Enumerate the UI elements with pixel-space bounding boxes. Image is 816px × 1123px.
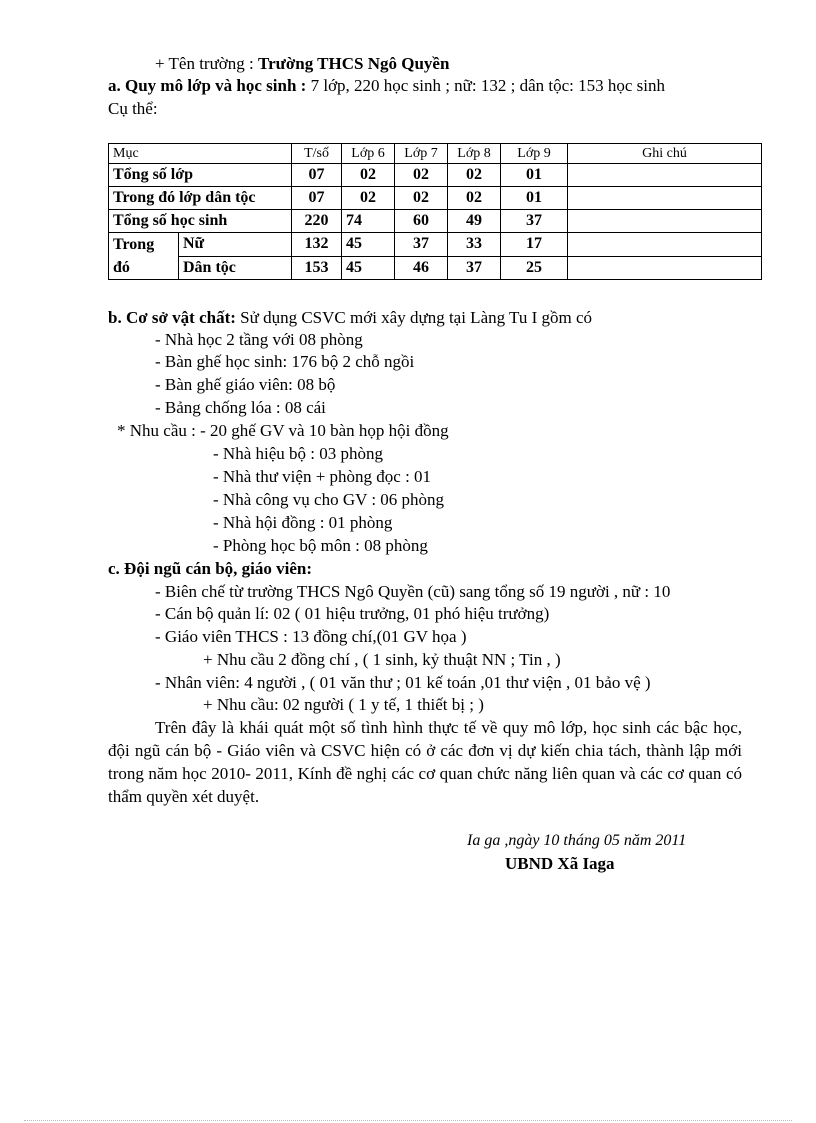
list-item: + Nhu cầu: 02 người ( 1 y tế, 1 thiết bị ; ) (203, 695, 484, 714)
group-label-line: Trong (113, 236, 155, 253)
table-cell: 02 (342, 187, 395, 210)
note-cell (568, 164, 762, 187)
needs-item: - Nhà hội đồng : 01 phòng (213, 513, 393, 532)
table-row (109, 164, 762, 187)
list-item: - Bàn ghế giáo viên: 08 bộ (155, 375, 336, 394)
table-cell: 01 (501, 164, 568, 187)
list-item: - Biên chế từ trường THCS Ngô Quyền (cũ) sang tổng số 19 người , nữ : 10 (155, 582, 671, 601)
signature-authority: UBND Xã Iaga (505, 854, 615, 873)
table-cell: 37 (395, 233, 448, 257)
needs-item: - Phòng học bộ môn : 08 phòng (213, 536, 428, 555)
row-label: Tổng số lớp (109, 164, 292, 187)
table-row (109, 233, 762, 257)
table-cell: 02 (395, 187, 448, 210)
table-cell: 60 (395, 210, 448, 233)
table-cell: 45 (342, 256, 395, 280)
list-item: - Nhân viên: 4 người , ( 01 văn thư ; 01 kế toán ,01 thư viện , 01 bảo vệ ) (155, 673, 651, 692)
school-line (155, 53, 449, 75)
table-cell: 46 (395, 256, 448, 280)
table-cell: 25 (501, 256, 568, 280)
section-a-heading: a. Quy mô lớp và học sinh : (108, 76, 307, 95)
table-cell: 07 (292, 164, 342, 187)
list-item: + Nhu cầu 2 đồng chí , ( 1 sinh, kỷ thuật NN ; Tin , ) (203, 650, 561, 669)
note-cell (568, 187, 762, 210)
table-cell: 37 (501, 210, 568, 233)
group-label-cell (109, 233, 179, 280)
needs-label: * Nhu cầu : (117, 421, 196, 440)
table-cell: 02 (448, 187, 501, 210)
header-cell: Lớp 8 (448, 144, 501, 164)
row-label: Tổng số học sinh (109, 210, 292, 233)
table-cell: 02 (342, 164, 395, 187)
section-c-heading: c. Đội ngũ cán bộ, giáo viên: (108, 559, 313, 578)
page-bottom-divider (24, 1120, 792, 1121)
list-item: - Nhà học 2 tầng với 08 phòng (155, 330, 363, 349)
section-a-detail-label: Cụ thể: (108, 99, 158, 118)
list-item: - Bàn ghế học sinh: 176 bộ 2 chỗ ngồi (155, 352, 415, 371)
note-cell (568, 256, 762, 280)
section-b-heading: b. Cơ sở vật chất: (108, 308, 236, 327)
header-cell: T/số (292, 144, 342, 164)
list-item: - Cán bộ quản lí: 02 ( 01 hiệu trưởng, 01 phó hiệu trưởng) (155, 604, 550, 623)
header-cell: Lớp 7 (395, 144, 448, 164)
closing-paragraph: Trên đây là khái quát một số tình hình thực tế về quy mô lớp, học sinh các bậc học, đội ngũ cán bộ - Giáo viên và CSVC hiện có ở các đơn vị dự kiến chia tách, thành lập mới trong năm học 2010- 2011, Kính đề nghị các cơ quan chức năng liên quan và các cơ quan có thẩm quyền xét duyệt. (108, 718, 742, 806)
section-b-line (108, 307, 592, 329)
header-cell: Mục (109, 144, 292, 164)
table-cell: 07 (292, 187, 342, 210)
table-cell: 74 (342, 210, 395, 233)
group-label-line: đó (113, 259, 130, 276)
header-cell: Ghi chú (568, 144, 762, 164)
needs-item: - Nhà hiệu bộ : 03 phòng (213, 444, 383, 463)
row-label: Trong đó lớp dân tộc (109, 187, 292, 210)
signature-date: Ia ga ,ngày 10 tháng 05 năm 2011 (467, 832, 687, 849)
needs-item: - Nhà công vụ cho GV : 06 phòng (213, 490, 445, 509)
table-cell: 45 (342, 233, 395, 257)
row-label: Nữ (179, 233, 292, 257)
note-cell (568, 210, 762, 233)
table-cell: 153 (292, 256, 342, 280)
needs-item: - Nhà thư viện + phòng đọc : 01 (213, 467, 432, 486)
table-cell: 49 (448, 210, 501, 233)
table-cell: 17 (501, 233, 568, 257)
header-cell: Lớp 9 (501, 144, 568, 164)
section-a-summary: 7 lớp, 220 học sinh ; nữ: 132 ; dân tộc: 153 học sinh (306, 76, 665, 95)
note-cell (568, 233, 762, 257)
school-line-prefix: + Tên trường : (155, 54, 259, 73)
table-cell: 02 (448, 164, 501, 187)
section-b-intro: Sử dụng CSVC mới xây dựng tại Làng Tu I gồm có (235, 308, 593, 327)
table-row (109, 187, 762, 210)
list-item: - Giáo viên THCS : 13 đồng chí,(01 GV họa ) (155, 627, 467, 646)
table-cell: 33 (448, 233, 501, 257)
needs-first-line (117, 420, 449, 442)
table-header-row (109, 144, 762, 164)
section-a-line (108, 75, 665, 97)
table-cell: 02 (395, 164, 448, 187)
table-row (109, 210, 762, 233)
list-item: - Bảng chống lóa : 08 cái (155, 398, 326, 417)
table-cell: 220 (292, 210, 342, 233)
table-row (109, 256, 762, 280)
header-cell: Lớp 6 (342, 144, 395, 164)
table-cell: 01 (501, 187, 568, 210)
school-name: Trường THCS Ngô Quyền (258, 54, 450, 73)
needs-item: - 20 ghế GV và 10 bàn họp hội đồng (200, 421, 449, 440)
row-label: Dân tộc (179, 256, 292, 280)
table-cell: 37 (448, 256, 501, 280)
statistics-table (108, 143, 762, 280)
table-cell: 132 (292, 233, 342, 257)
